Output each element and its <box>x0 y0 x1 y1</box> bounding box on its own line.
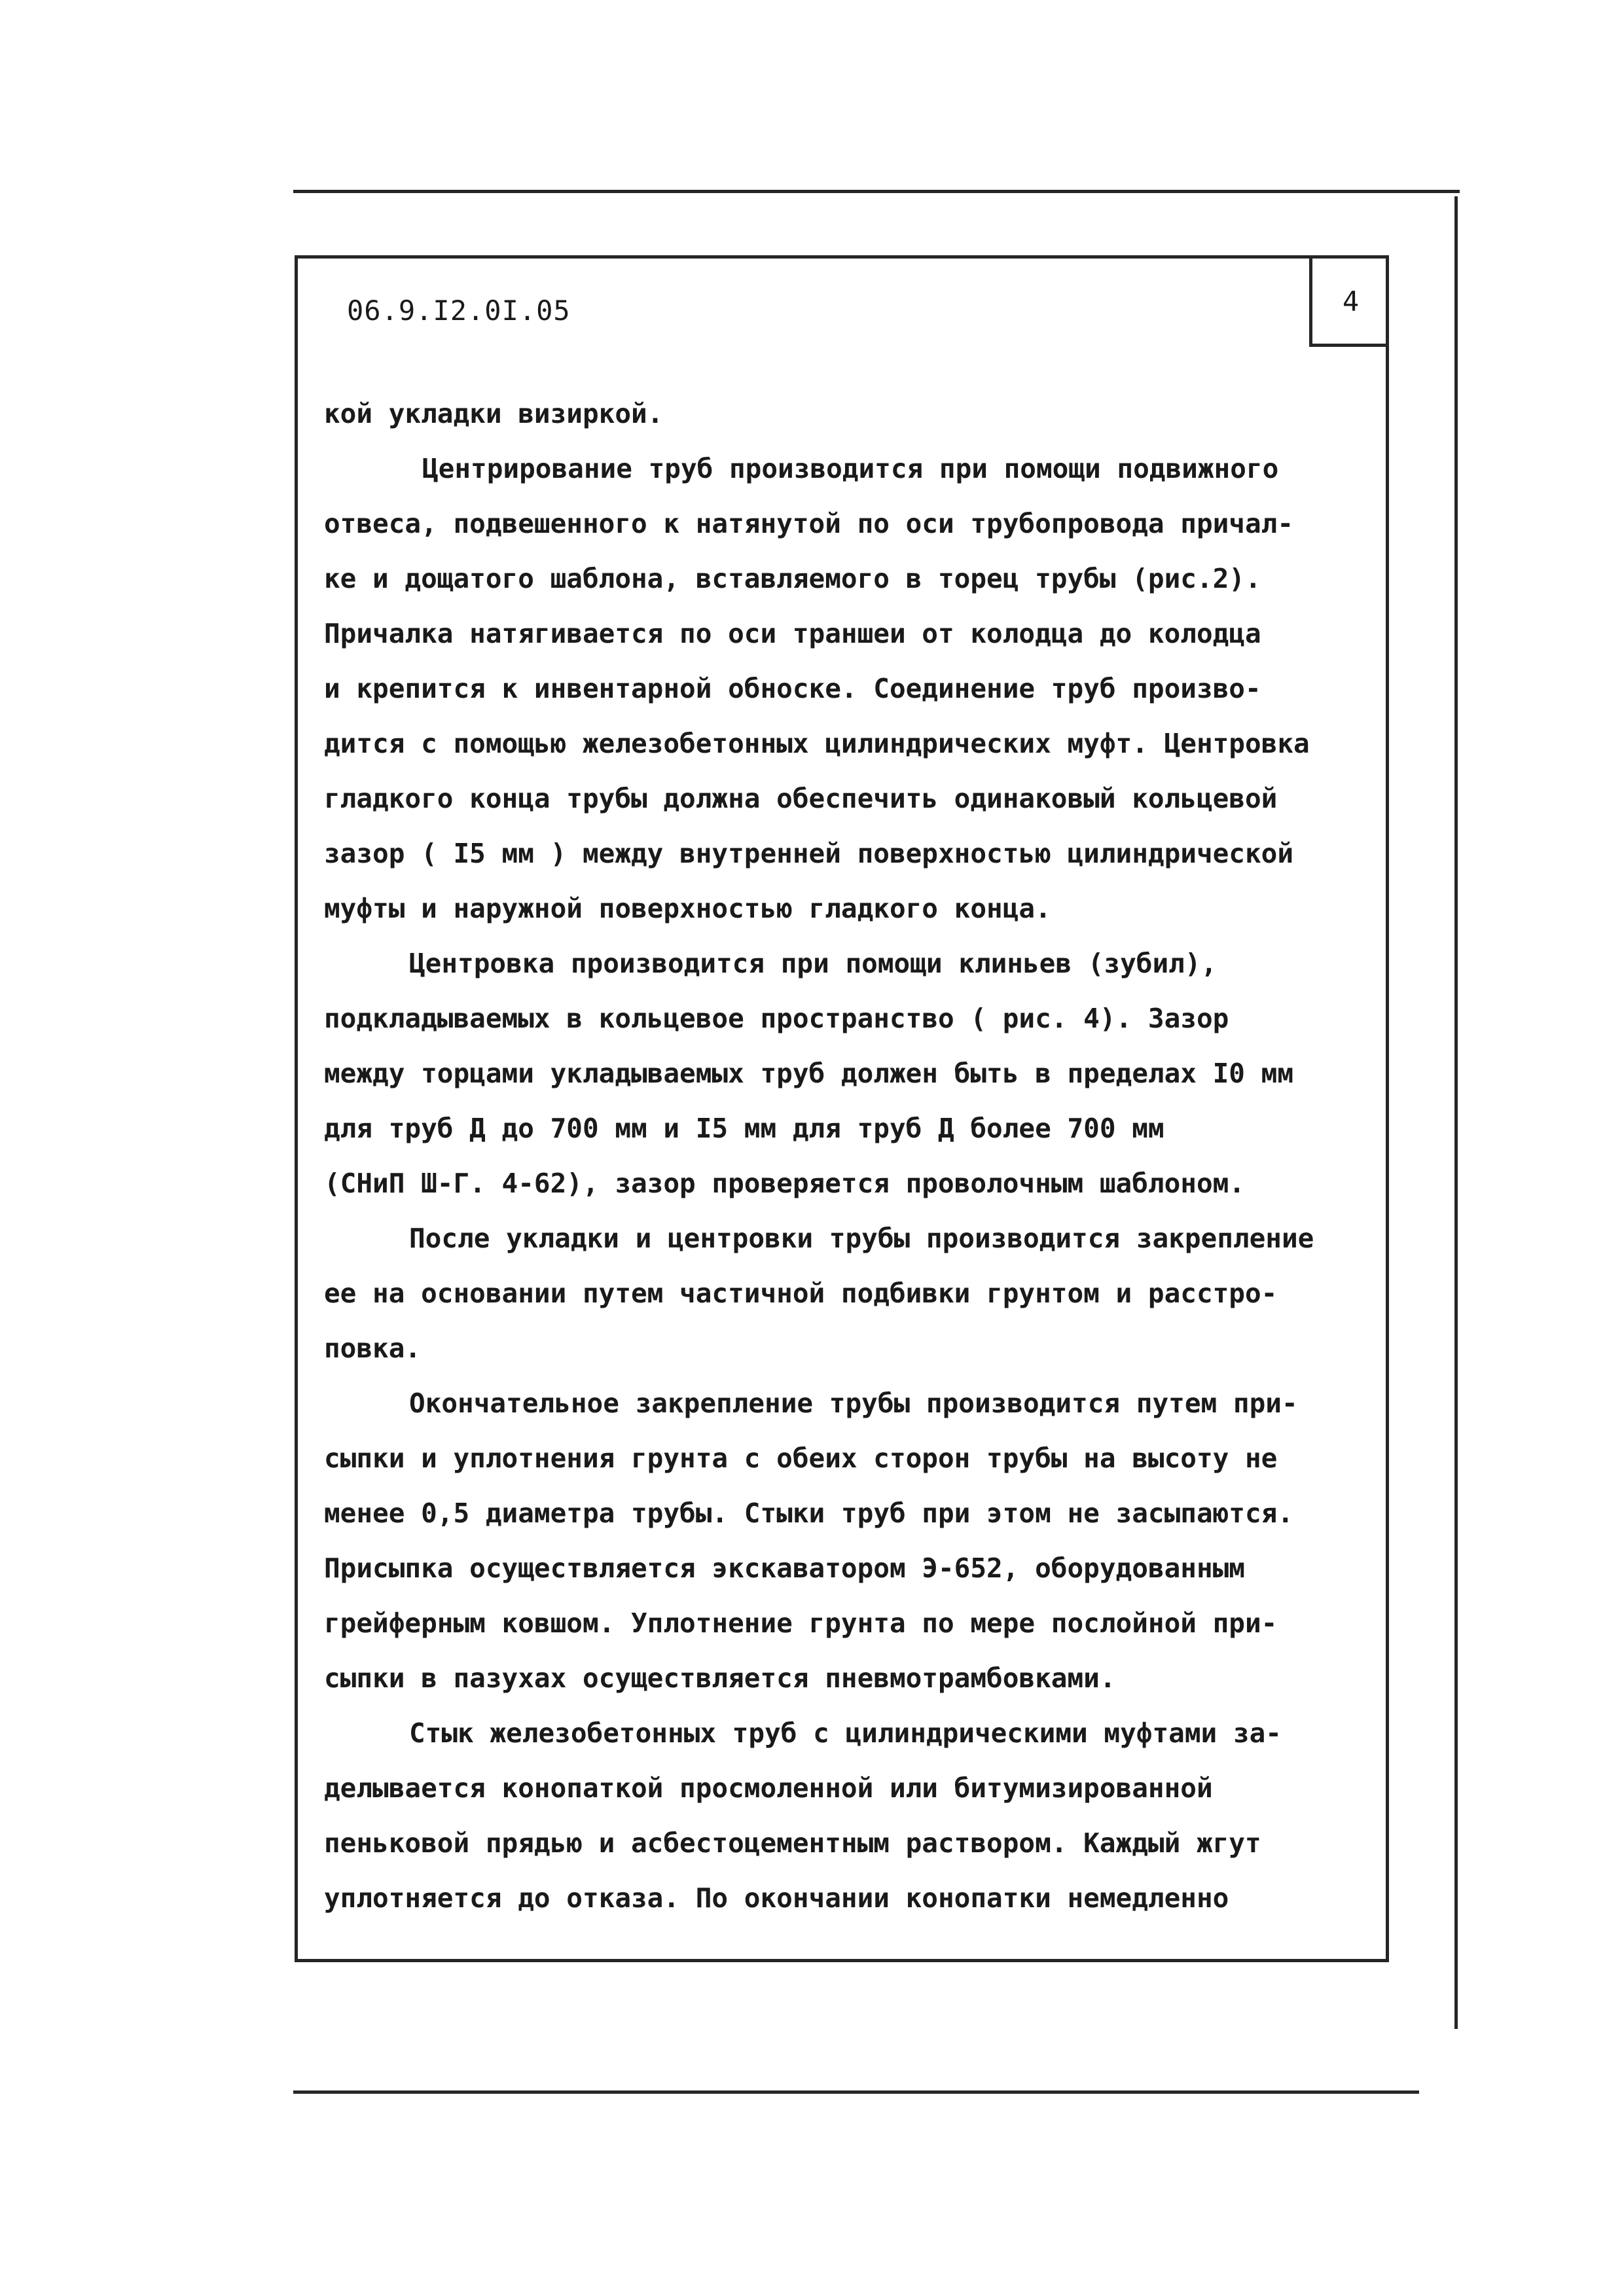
text-line: Центрирование труб производится при помощи подвижного <box>422 453 1279 484</box>
text-line: сыпки и уплотнения грунта с обеих сторон трубы на высоту не <box>324 1443 1278 1474</box>
body-text <box>324 386 1365 1926</box>
text-line: отвеса, подвешенного к натянутой по оси трубопровода причал- <box>324 508 1294 539</box>
text-line: Центровка производится при помощи клиньев (зубил), <box>409 948 1218 979</box>
text-line: Окончательное закрепление трубы производится путем при- <box>409 1388 1298 1419</box>
text-line: После укладки и центровки трубы производится закрепление <box>409 1223 1314 1254</box>
right-scan-edge <box>1454 196 1458 2029</box>
text-line: Стык железобетонных труб с цилиндрическими муфтами за- <box>409 1717 1282 1749</box>
bottom-scan-rule <box>293 2090 1419 2094</box>
text-line: уплотняется до отказа. По окончании конопатки немедленно <box>324 1882 1229 1914</box>
text-line: Присыпка осуществляется экскаватором Э-652, оборудованным <box>324 1552 1245 1584</box>
text-line: менее 0,5 диаметра трубы. Стыки труб при этом не засыпаются. <box>324 1498 1294 1529</box>
text-line: пеньковой прядью и асбестоцементным раствором. Каждый жгут <box>324 1827 1261 1859</box>
top-scan-rule <box>293 190 1460 193</box>
text-line: зазор ( I5 мм ) между внутренней поверхностью цилиндрической <box>324 838 1294 869</box>
text-line: ее на основании путем частичной подбивки грунтом и расстро- <box>324 1278 1278 1309</box>
text-line: Причалка натягивается по оси траншеи от колодца до колодца <box>324 618 1261 649</box>
text-line: повка. <box>324 1333 422 1364</box>
text-line: сыпки в пазухах осуществляется пневмотрамбовками. <box>324 1662 1116 1694</box>
text-line: (СНиП Ш-Г. 4-62), зазор проверяется проволочным шаблоном. <box>324 1168 1245 1199</box>
text-line: между торцами укладываемых труб должен быть в пределах I0 мм <box>324 1058 1294 1089</box>
page-number-box <box>1309 259 1389 347</box>
text-line: и крепится к инвентарной обноске. Соединение труб произво- <box>324 673 1261 704</box>
text-line: подкладываемых в кольцевое пространство ( рис. 4). Зазор <box>324 1003 1229 1034</box>
text-line: делывается конопаткой просмоленной или битумизированной <box>324 1772 1213 1804</box>
text-line: грейферным ковшом. Уплотнение грунта по мере послойной при- <box>324 1607 1278 1639</box>
page-number: 4 <box>1342 285 1360 317</box>
text-line: дится с помощью железобетонных цилиндрических муфт. Центровка <box>324 728 1310 759</box>
text-line: для труб Д до 700 мм и I5 мм для труб Д более 700 мм <box>324 1113 1164 1144</box>
document-code: 06.9.I2.0I.05 <box>347 295 571 327</box>
page-frame <box>295 255 1389 1962</box>
text-line: гладкого конца трубы должна обеспечить одинаковый кольцевой <box>324 783 1278 814</box>
text-line: ке и дощатого шаблона, вставляемого в торец трубы (рис.2). <box>324 563 1261 594</box>
text-line: муфты и наружной поверхностью гладкого конца. <box>324 893 1051 924</box>
text-line: кой укладки визиркой. <box>324 398 664 429</box>
